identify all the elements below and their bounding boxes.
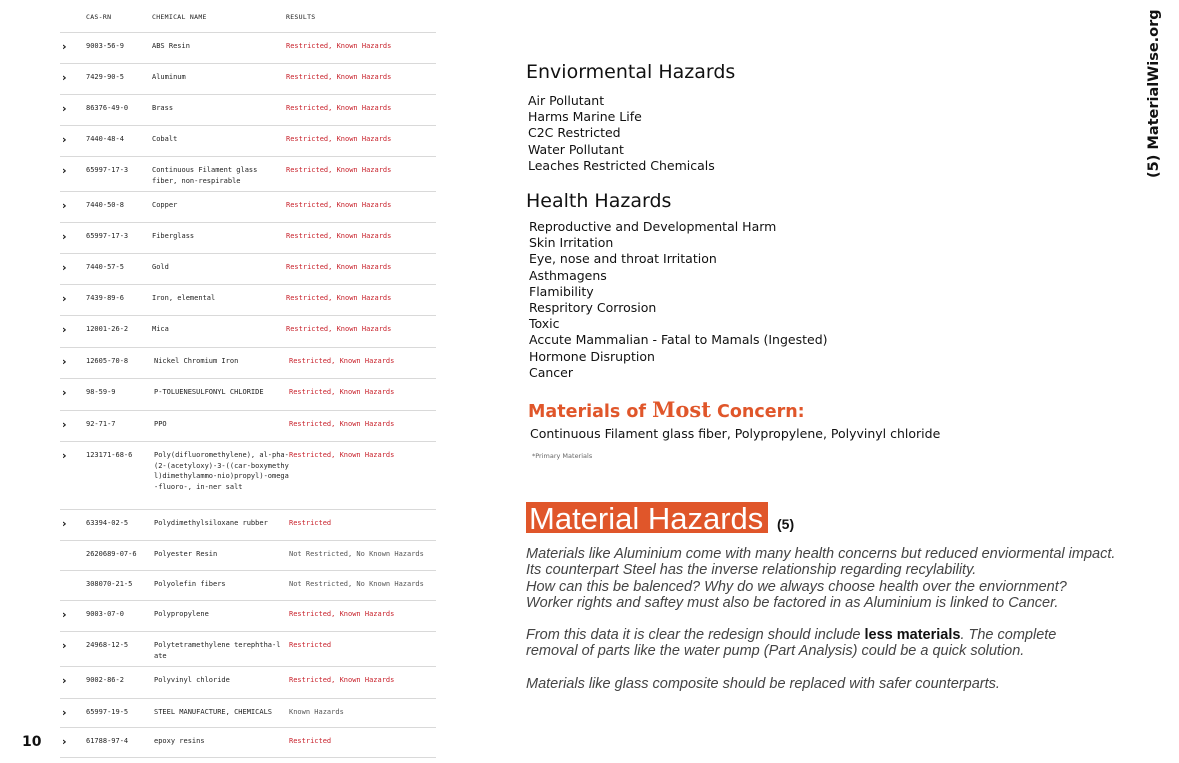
cas-number: 24968-12-5 (86, 641, 129, 649)
cas-number: 12001-26-2 (86, 325, 129, 333)
health-title: Health Hazards (526, 190, 672, 212)
paragraph-text: . The complete (960, 627, 1057, 643)
col-header-results: RESULTS (286, 13, 316, 21)
col-header-name: CHEMICAL NAME (152, 13, 207, 21)
concern-suffix: Concern: (710, 402, 805, 422)
chevron-right-icon[interactable]: › (62, 517, 67, 530)
result-status: Restricted, Known Hazards (286, 232, 392, 240)
chemical-name: P-TOLUENESULFONYL CHLORIDE (154, 388, 264, 396)
chevron-right-icon[interactable]: › (62, 102, 67, 115)
chemical-name: Polyester Resin (154, 550, 218, 558)
paragraph-line (526, 627, 1056, 643)
chevron-right-icon[interactable]: › (62, 674, 67, 687)
result-status: Restricted, Known Hazards (289, 388, 395, 396)
chemical-name: Polyolefin fibers (154, 580, 226, 588)
result-status: Restricted, Known Hazards (286, 73, 392, 81)
result-status: Restricted, Known Hazards (286, 201, 392, 209)
chevron-right-icon[interactable]: › (62, 386, 67, 399)
paragraph-line: Materials like Aluminium come with many health concerns but reduced enviormental impact. (526, 546, 1116, 562)
chemical-name: Polydimethylsiloxane rubber (154, 519, 268, 527)
table-row[interactable] (60, 32, 436, 64)
table-row[interactable] (60, 570, 436, 601)
page-number: 10 (22, 734, 42, 750)
chemical-name: Nickel Chromium Iron (154, 357, 239, 365)
list-item: Respritory Corrosion (529, 300, 657, 316)
cas-number: 65997-17-3 (86, 166, 129, 174)
analysis-paragraph-2 (526, 627, 1056, 660)
chemical-name: Gold (152, 263, 169, 271)
list-item: Reproductive and Developmental Harm (529, 219, 777, 234)
chemical-name: Polypropylene (154, 610, 209, 618)
table-row[interactable] (60, 222, 436, 254)
cas-number: 12605-70-8 (86, 357, 129, 365)
table-row[interactable] (60, 378, 436, 411)
result-status: Restricted, Known Hazards (286, 325, 392, 333)
chevron-right-icon[interactable]: › (62, 133, 67, 146)
table-row[interactable] (60, 315, 436, 348)
table-row[interactable] (60, 63, 436, 95)
table-row[interactable] (60, 191, 436, 223)
cas-number: 7429-90-5 (86, 73, 124, 81)
chevron-right-icon[interactable]: › (62, 230, 67, 243)
table-row[interactable] (60, 540, 436, 571)
chevron-right-icon[interactable]: › (62, 261, 67, 274)
cas-number: 61788-97-4 (86, 737, 129, 745)
result-status: Restricted, Known Hazards (286, 104, 392, 112)
cas-number: 2620689-07-6 (86, 550, 137, 558)
table-row[interactable] (60, 666, 436, 699)
table-row[interactable] (60, 253, 436, 285)
cas-number: 7440-57-5 (86, 263, 124, 271)
chemical-name: Polyvinyl chloride (154, 676, 230, 684)
chemical-name: Cobalt (152, 135, 178, 143)
result-status: Restricted, Known Hazards (286, 294, 392, 302)
analysis-paragraph-3: Materials like glass composite should be replaced with safer counterparts. (526, 676, 1000, 692)
col-header-cas: CAS-RN (86, 13, 112, 21)
result-status: Restricted, Known Hazards (286, 166, 392, 174)
chemical-name: Brass (152, 104, 174, 112)
chemical-name: ABS Resin (152, 42, 190, 50)
chemical-name: Iron, elemental (152, 294, 216, 302)
cas-number: 9002-86-2 (86, 676, 124, 684)
analysis-paragraph-1 (526, 546, 1115, 611)
list-item: Leaches Restricted Chemicals (528, 157, 715, 173)
chevron-right-icon[interactable]: › (62, 735, 67, 748)
chevron-right-icon[interactable]: › (62, 164, 67, 177)
list-item: Air Pollutant (528, 93, 605, 108)
result-status: Restricted, Known Hazards (289, 676, 395, 684)
paragraph-line: How can this be balenced? Why do we always choose health over the enviornment? (526, 578, 1067, 595)
chevron-right-icon[interactable]: › (62, 292, 67, 305)
material-hazards-ref: (5) (777, 516, 795, 532)
chevron-right-icon[interactable]: › (62, 639, 67, 652)
result-status: Restricted, Known Hazards (289, 420, 395, 428)
chemical-name: Copper (152, 201, 178, 209)
chevron-right-icon[interactable]: › (62, 40, 67, 53)
result-status: Restricted, Known Hazards (286, 42, 392, 50)
result-status: Not Restricted, No Known Hazards (289, 580, 424, 588)
table-row[interactable] (60, 94, 436, 126)
chemical-name: PPO (154, 420, 167, 428)
cas-number: 9003-56-9 (86, 42, 124, 50)
chemical-name: epoxy resins (154, 737, 205, 745)
table-row[interactable] (60, 156, 436, 192)
cas-number: 9003-07-0 (86, 610, 124, 618)
table-row[interactable] (60, 600, 436, 632)
chevron-right-icon[interactable]: › (62, 199, 67, 212)
paragraph-line: Its counterpart Steel has the inverse relationship regarding recylability. (526, 562, 977, 579)
result-status: Restricted (289, 641, 332, 649)
cas-number: 7440-50-8 (86, 201, 124, 209)
chemical-name: Fiberglass (152, 232, 195, 240)
chevron-right-icon[interactable]: › (62, 706, 67, 719)
table-row[interactable] (60, 698, 436, 728)
chemical-name: Mica (152, 325, 169, 333)
table-row[interactable] (60, 441, 436, 510)
health-list (529, 219, 828, 381)
list-item: Harms Marine Life (528, 109, 642, 125)
concern-prefix: Materials of (528, 402, 653, 422)
chevron-right-icon[interactable]: › (62, 71, 67, 84)
cas-number: 7440-48-4 (86, 135, 124, 143)
paragraph-line: removal of parts like the water pump (Part Analysis) could be a quick solution. (526, 643, 1025, 660)
chevron-right-icon[interactable]: › (62, 418, 67, 431)
list-item: Accute Mammalian - Fatal to Mamals (Ingested) (529, 332, 828, 348)
cas-number: 308070-21-5 (86, 580, 133, 588)
list-item: Hormone Disruption (529, 348, 655, 364)
table-row[interactable] (60, 727, 436, 758)
paragraph-text: From this data it is clear the redesign should include (526, 627, 865, 643)
material-hazards-title: Material Hazards (529, 501, 764, 536)
cas-number: 65997-17-3 (86, 232, 129, 240)
chevron-right-icon[interactable]: › (62, 608, 67, 621)
list-item: Flamibility (529, 283, 594, 299)
cas-number: 63394-02-5 (86, 519, 129, 527)
list-item: Cancer (529, 364, 574, 380)
chevron-right-icon[interactable]: › (62, 449, 67, 462)
result-status: Restricted, Known Hazards (289, 451, 395, 459)
cas-number: 7439-89-6 (86, 294, 124, 302)
chemical-name: Aluminum (152, 73, 186, 81)
list-item: Asthmagens (529, 267, 607, 283)
table-row[interactable] (60, 284, 436, 316)
chevron-right-icon[interactable]: › (62, 323, 67, 336)
environmental-title: Enviormental Hazards (526, 61, 736, 83)
result-status: Restricted, Known Hazards (289, 610, 395, 618)
table-row[interactable] (60, 125, 436, 157)
environmental-list (528, 93, 715, 174)
list-item: Eye, nose and throat Irritation (529, 251, 717, 267)
table-header (60, 0, 436, 33)
list-item: C2C Restricted (528, 125, 621, 141)
result-status: Known Hazards (289, 708, 344, 716)
cas-number: 92-71-7 (86, 420, 116, 428)
list-item: Water Pollutant (528, 141, 624, 157)
cas-number: 65997-19-5 (86, 708, 129, 716)
paragraph-emphasis: less materials (864, 627, 961, 643)
chemical-name: Continuous Filament glass fiber, non-respirable (152, 166, 258, 185)
result-status: Not Restricted, No Known Hazards (289, 550, 424, 558)
result-status: Restricted, Known Hazards (289, 357, 395, 365)
result-status: Restricted (289, 519, 332, 527)
concern-title (528, 397, 805, 422)
list-item: Toxic (529, 316, 560, 332)
concern-materials: Continuous Filament glass fiber, Polypropylene, Polyvinyl chloride (530, 426, 941, 441)
chemical-name: Poly(difluoromethylene), al-pha-(2-(acetyloxy)-3-((car-boxymethyl)dimethylammo-nio)propyl)-omega-fluoro-, in-ner salt (154, 451, 289, 491)
chemical-name: Polytetramethylene terephtha-late (154, 641, 281, 660)
cas-number: 86376-49-0 (86, 104, 129, 112)
table-row[interactable] (60, 410, 436, 442)
primary-materials-note: *Primary Materials (532, 452, 593, 460)
result-status: Restricted, Known Hazards (286, 135, 392, 143)
table-row[interactable] (60, 509, 436, 541)
paragraph-line: Worker rights and saftey must also be factored in as Aluminium is linked to Cancer. (526, 594, 1059, 611)
cas-number: 123171-68-6 (86, 451, 133, 459)
brand-label: (5) MaterialWise.org (1146, 9, 1162, 178)
table-row[interactable] (60, 631, 436, 667)
concern-most: Most (652, 397, 711, 422)
table-row[interactable] (60, 347, 436, 379)
cas-number: 98-59-9 (86, 388, 116, 396)
chevron-right-icon[interactable]: › (62, 355, 67, 368)
result-status: Restricted, Known Hazards (286, 263, 392, 271)
list-item: Skin Irritation (529, 235, 614, 251)
chemical-name: STEEL MANUFACTURE, CHEMICALS (154, 708, 273, 716)
result-status: Restricted (289, 737, 332, 745)
